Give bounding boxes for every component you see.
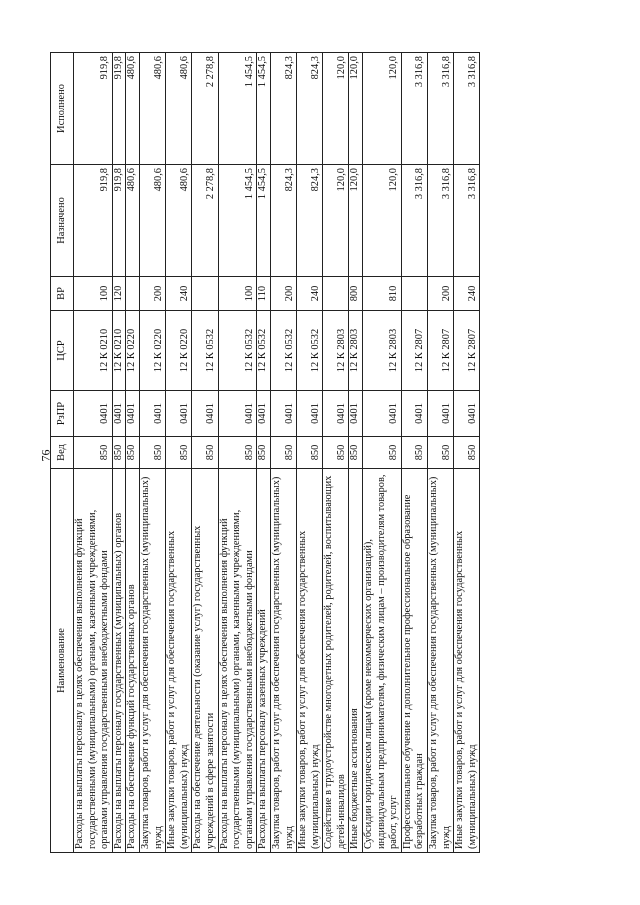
cell-vr [401,277,427,311]
header-csr: ЦСР [51,311,74,391]
cell-assigned: 480,6 [126,165,140,277]
cell-rpr: 0401 [112,391,126,437]
header-assigned: Назначено [51,165,74,277]
table-header-row [51,53,74,853]
cell-rpr: 0401 [257,391,271,437]
cell-rpr: 0401 [218,391,257,437]
cell-csr: 12 К 0210 [74,311,113,391]
header-name: Наименование [51,469,74,853]
cell-name: Иные бюджетные ассигнования [349,469,363,853]
cell-executed: 1 454,5 [218,53,257,165]
cell-rpr: 0401 [74,391,113,437]
cell-executed: 3 316,8 [401,53,427,165]
header-executed: Исполнено [51,53,74,165]
cell-executed: 120,0 [323,53,349,165]
cell-assigned: 120,0 [323,165,349,277]
cell-executed: 919,8 [112,53,126,165]
cell-csr: 12 К 0532 [257,311,271,391]
cell-name: Расходы на выплаты персоналу в целях обеспечения выполнения функций государственными (муниципальными) органами, казенными учреждениями, органами управления государственными внебюджетными фондами [218,469,257,853]
cell-vr: 100 [74,277,113,311]
cell-rpr: 0401 [166,391,192,437]
cell-name: Содействие в трудоустройстве многодетных родителей, родителей, воспитывающих детей-инвалидов [323,469,349,853]
cell-rpr: 0401 [139,391,165,437]
cell-ved: 850 [257,437,271,469]
cell-rpr: 0401 [192,391,218,437]
cell-ved: 850 [401,437,427,469]
header-vr: ВР [51,277,74,311]
cell-name: Субсидии юридическим лицам (кроме некоммерческих организаций), индивидуальным предпринимателям, физическим лицам – производителям товаров, работ, услуг [363,469,402,853]
table-row [112,53,126,853]
page-number: 76 [38,449,53,462]
cell-executed: 3 316,8 [454,53,480,165]
cell-assigned: 919,8 [74,165,113,277]
cell-executed: 824,3 [297,53,323,165]
cell-ved: 850 [112,437,126,469]
cell-rpr: 0401 [428,391,454,437]
cell-assigned: 1 454,5 [257,165,271,277]
cell-csr: 12 К 0220 [166,311,192,391]
cell-assigned: 480,6 [166,165,192,277]
table-row [401,53,427,853]
cell-rpr: 0401 [126,391,140,437]
cell-ved: 850 [349,437,363,469]
cell-assigned: 2 278,8 [192,165,218,277]
cell-ved: 850 [192,437,218,469]
header-rpr: РзПР [51,391,74,437]
cell-vr: 100 [218,277,257,311]
table-row [363,53,402,853]
cell-csr: 12 К 2807 [401,311,427,391]
cell-ved: 850 [363,437,402,469]
cell-name: Профессиональное обучение и дополнительное профессиональное образование безработных граждан [401,469,427,853]
cell-ved: 850 [166,437,192,469]
cell-vr: 800 [349,277,363,311]
cell-vr: 120 [112,277,126,311]
cell-assigned: 480,6 [139,165,165,277]
cell-vr [323,277,349,311]
cell-name: Закупка товаров, работ и услуг для обеспечения государственных (муниципальных) нужд [428,469,454,853]
table-row [257,53,271,853]
cell-assigned: 3 316,8 [454,165,480,277]
table-row [192,53,218,853]
table-row [270,53,296,853]
table-row [74,53,113,853]
cell-csr: 12 К 2803 [349,311,363,391]
cell-assigned: 1 454,5 [218,165,257,277]
table-body [74,53,480,853]
cell-vr: 200 [139,277,165,311]
cell-rpr: 0401 [270,391,296,437]
cell-csr: 12 К 0532 [218,311,257,391]
cell-vr: 240 [297,277,323,311]
cell-csr: 12 К 0532 [297,311,323,391]
table-row [454,53,480,853]
cell-name: Расходы на выплаты персоналу государственных (муниципальных) органов [112,469,126,853]
cell-assigned: 120,0 [349,165,363,277]
cell-executed: 480,6 [126,53,140,165]
cell-csr: 12 К 0532 [270,311,296,391]
cell-csr: 12 К 2803 [363,311,402,391]
cell-name: Расходы на обеспечение функций государственных органов [126,469,140,853]
table-row [139,53,165,853]
cell-ved: 850 [74,437,113,469]
cell-assigned: 3 316,8 [428,165,454,277]
table-row [428,53,454,853]
cell-rpr: 0401 [454,391,480,437]
cell-csr: 12 К 2803 [323,311,349,391]
cell-vr: 200 [270,277,296,311]
cell-name: Иные закупки товаров, работ и услуг для обеспечения государственных (муниципальных) нужд [166,469,192,853]
cell-csr: 12 К 0220 [126,311,140,391]
cell-name: Расходы на выплаты персоналу в целях обеспечения выполнения функций государственными (муниципальными) органами, казенными учреждениями, органами управления государственными внебюджетными фондами [74,469,113,853]
cell-ved: 850 [126,437,140,469]
cell-ved: 850 [139,437,165,469]
cell-executed: 120,0 [349,53,363,165]
cell-rpr: 0401 [297,391,323,437]
cell-csr: 12 К 0220 [139,311,165,391]
cell-rpr: 0401 [363,391,402,437]
cell-vr: 200 [428,277,454,311]
cell-name: Закупка товаров, работ и услуг для обеспечения государственных (муниципальных) нужд [270,469,296,853]
table-row [166,53,192,853]
cell-name: Закупка товаров, работ и услуг для обеспечения государственных (муниципальных) нужд [139,469,165,853]
cell-ved: 850 [428,437,454,469]
cell-executed: 120,0 [363,53,402,165]
budget-table [50,52,480,853]
cell-executed: 824,3 [270,53,296,165]
cell-vr [126,277,140,311]
cell-rpr: 0401 [323,391,349,437]
table-row [126,53,140,853]
cell-rpr: 0401 [401,391,427,437]
table-row [218,53,257,853]
cell-vr: 810 [363,277,402,311]
cell-executed: 480,6 [139,53,165,165]
cell-name: Расходы на выплаты персоналу казенных учреждений [257,469,271,853]
cell-ved: 850 [454,437,480,469]
cell-vr [192,277,218,311]
cell-executed: 919,8 [74,53,113,165]
header-ved: Вед [51,437,74,469]
cell-csr: 12 К 0532 [192,311,218,391]
cell-ved: 850 [218,437,257,469]
cell-csr: 12 К 2807 [428,311,454,391]
cell-ved: 850 [297,437,323,469]
cell-name: Иные закупки товаров, работ и услуг для обеспечения государственных (муниципальных) нужд [297,469,323,853]
cell-assigned: 3 316,8 [401,165,427,277]
cell-assigned: 919,8 [112,165,126,277]
cell-executed: 480,6 [166,53,192,165]
cell-vr: 240 [166,277,192,311]
cell-assigned: 824,3 [297,165,323,277]
cell-rpr: 0401 [349,391,363,437]
cell-vr: 240 [454,277,480,311]
cell-vr: 110 [257,277,271,311]
table-row [349,53,363,853]
cell-executed: 3 316,8 [428,53,454,165]
rotated-page [50,53,590,853]
table-row [323,53,349,853]
cell-executed: 2 278,8 [192,53,218,165]
cell-csr: 12 К 0210 [112,311,126,391]
cell-name: Иные закупки товаров, работ и услуг для обеспечения государственных (муниципальных) нужд [454,469,480,853]
cell-executed: 1 454,5 [257,53,271,165]
cell-ved: 850 [323,437,349,469]
cell-assigned: 824,3 [270,165,296,277]
cell-ved: 850 [270,437,296,469]
cell-name: Расходы на обеспечение деятельности (оказание услуг) государственных учреждений в сфере занятости [192,469,218,853]
cell-csr: 12 К 2807 [454,311,480,391]
table-row [297,53,323,853]
cell-assigned: 120,0 [363,165,402,277]
